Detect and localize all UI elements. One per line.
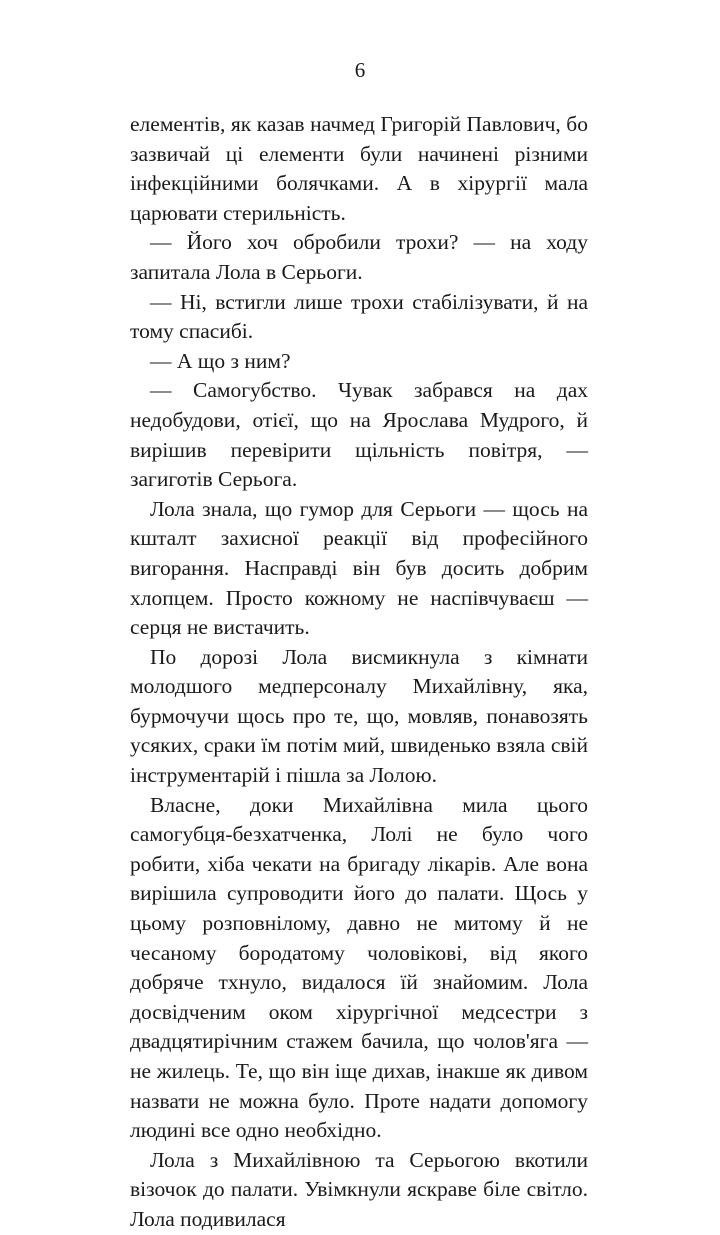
paragraph: — Самогубство. Чувак забрався на дах недобудови, отієї, що на Ярослава Мудрого, й вирішив перевірити щільність повітря, — загиготів Серьога. <box>130 378 588 492</box>
paragraph: — Ні, встигли лише трохи стабілізувати, й на тому спасибі. <box>130 289 588 344</box>
body-text <box>130 110 588 1235</box>
paragraph: Лола знала, що гумор для Серьоги — щось на кшталт захисної реакції від професійного вигорання. Насправді він був досить добрим хлопцем. Просто кожному не наспівчуваєш — серця не вистачить. <box>130 496 588 640</box>
paragraph: Лола з Михайлівною та Серьогою вкотили візочок до палати. Увімкнули яскраве біле світло. Лола подивилася <box>130 1147 588 1231</box>
page-number: 6 <box>354 58 366 82</box>
paragraph: — А що з ним? <box>150 348 291 373</box>
paragraph: елементів, як казав начмед Григорій Павлович, бо зазвичай ці елементи були начинені різними інфекційними болячками. А в хірургії мала царювати стерильність. <box>130 112 588 225</box>
paragraph: — Його хоч обробили трохи? — на ходу запитала Лола в Серьоги. <box>130 230 588 284</box>
paragraph: Власне, доки Михайлівна мила цього самогубця-безхатченка, Лолі не було чого робити, хіба чекати на бригаду лікарів. Але вона вирішила супроводити його до палати. Щось у цьому розповнілому, давно не митому й не чесаному бородатому чоловікові, від якого добряче тхнуло, видалося їй знайомим. Лола досвідченим оком хірургічної медсестри з двадцятирічним стажем бачила, що чолов'яга — не жилець. Те, що він іще дихав, інакше як дивом назвати не можна було. Проте надати допомогу людині все одно необхідно. <box>130 792 588 1143</box>
paragraph: По дорозі Лола висмикнула з кімнати молодшого медперсоналу Михайлівну, яка, бурмочучи щось про те, що, мовляв, понавозять усяких, сраки їм потім мий, швиденько взяла свій інструментарій і пішла за Лолою. <box>130 644 588 788</box>
